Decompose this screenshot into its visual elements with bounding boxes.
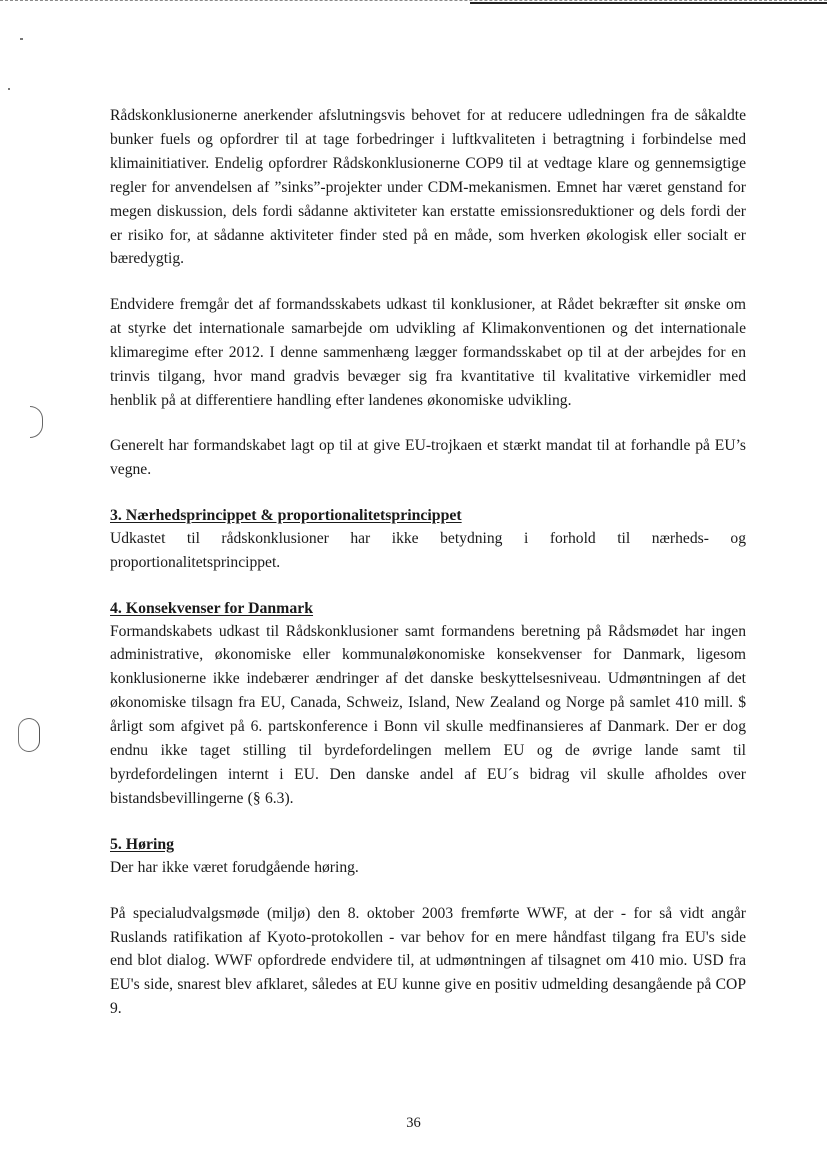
scan-top-edge xyxy=(0,0,827,3)
punch-hole-mark xyxy=(18,718,40,752)
punch-hole-mark xyxy=(30,406,43,438)
section-5-heading: 5. Høring xyxy=(110,835,175,853)
section-5-wwf-paragraph: På specialudvalgsmøde (miljø) den 8. oktober 2003 fremførte WWF, at der - for så vidt angår Ruslands ratifikation af Kyoto-protokollen - var behov for en mere håndfast tilgang fra EU's side end blot dialog. WWF opfordrede endvidere til, at udmøntningen af tilsagnet om 410 mio. USD fra EU's side, snarest blev afklaret, således at EU kunne give en positiv udmelding desangående på COP 9. xyxy=(110,904,746,1018)
section-3-heading: 3. Nærhedsprincippet & proportionalitetsprincippet xyxy=(110,506,462,524)
paragraph-trojka-mandat: Generelt har formandskabet lagt op til at give EU-trojkaen et stærkt mandat til at forhandle på EU’s vegne. xyxy=(110,436,746,478)
scan-speck xyxy=(20,38,23,40)
section-3-body: Udkastet til rådskonklusioner har ikke betydning i forhold til nærheds- og proportionalitetsprincippet. xyxy=(110,529,746,571)
section-4-heading: 4. Konsekvenser for Danmark xyxy=(110,599,314,617)
paragraph-rådskonklusioner: Rådskonklusionerne anerkender afslutningsvis behovet for at reducere udledningen fra de såkaldte bunker fuels og opfordrer til at tage forbedringer i luftkvaliteten i betragtning i forbindelse med klimainitiativer. Endelig opfordrer Rådskonklusionerne COP9 til at vedtage klare og gennemsigtige regler for anvendelsen af ”sinks”-projekter under CDM-mekanismen. Emnet har været genstand for megen diskussion, dels fordi sådanne aktiviteter kan erstatte emissionsreduktioner og dels fordi der er risiko for, at sådanne aktiviteter finder sted på en måde, som hverken økologisk eller socialt er bæredygtig. xyxy=(110,107,746,268)
section-4-body: Formandskabets udkast til Rådskonklusioner samt formandens beretning på Rådsmødet har ingen administrative, økonomiske eller kommunaløkonomiske konsekvenser for Danmark, ligesom konklusionerne ikke indebærer ændringer af det danske beskyttelsesniveau. Udmøntningen af det økonomiske tilsagn fra EU, Canada, Schweiz, Island, New Zealand og Norge på samlet 410 mill. $ årligt som afgivet på 6. partskonference i Bonn vil skulle medfinansieres af Danmark. Der er dog endnu ikke taget stilling til byrdefordelingen mellem EU og de øvrige lande samt til byrdefordelingen internt i EU. Den danske andel af EU´s bidrag vil skulle afholdes over bistandsbevillingerne (§ 6.3). xyxy=(110,622,746,807)
scan-speck xyxy=(8,88,10,90)
page-number: 36 xyxy=(406,1115,421,1131)
paragraph-formandsskab-udkast: Endvidere fremgår det af formandsskabets udkast til konklusioner, at Rådet bekræfter sit ønske om at styrke det internationale samarbejde om udvikling af Klimakonventionen og det internationale klimaregime efter 2012. I denne sammenhæng lægger formandsskabet op til at der arbejdes for en trinvis tilgang, hvor mand gradvis bevæger sig fra kvantitative til kvalitative virkemidler med henblik på at differentiere handling efter landenes økonomiske udvikling. xyxy=(110,296,746,409)
section-5-body: Der har ikke været forudgående høring. xyxy=(110,858,359,876)
document-page xyxy=(110,104,746,1021)
